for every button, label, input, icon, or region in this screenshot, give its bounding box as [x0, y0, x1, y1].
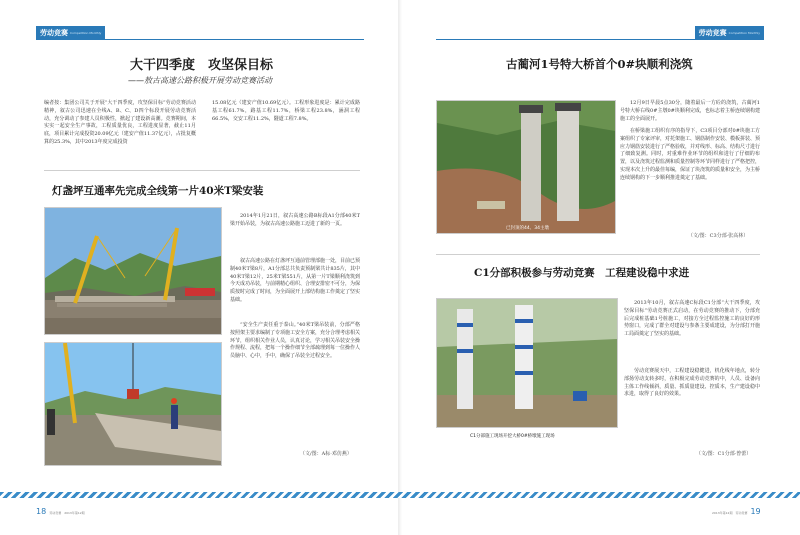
article4-credit: （文/图：C1分部·曾蕾）	[696, 451, 752, 457]
header-rule	[436, 39, 764, 40]
section-subtitle: Competition Monthly	[70, 31, 102, 35]
left-folio-issue: 2013年第12期	[64, 511, 85, 515]
right-folio-issue: 2013年第12期	[712, 511, 733, 515]
spine-shadow	[398, 0, 402, 535]
article2-para2: 叙古高速公路在灯盏坪互通前管理部施一处，目前已预制40米T梁8片，A1分部总共负责预制梁共计835片，其中40米T梁12片，25米T梁551片，从第一片T梁顺利浇筑到今天成功吊装，与前期精心组织、合理安排密不可分，为保质按时完成了时间，为全面展开上部结构施工作奠定了坚实基础。	[230, 258, 361, 303]
pier-construction-photo	[436, 298, 618, 428]
section-subtitle: Competition Monthly	[728, 31, 760, 35]
article3-para2: 在桥梁施工组织有序的指导下，C3项目分部对0#块施工方案组织了专家评审，对托架施工、钢筋制作安装、模板拼装、预应力钢筋安装进行了严格验收，并对线形、标高、结构尺寸进行了细致复测。同时，对重难作业环节的组织和进行了仔细的布置，以及浇筑过程监测和质量控制等环节同样进行了严格把控，实现本次上升的最佳每编，保证了块浇筑的质量和安全，为主桥连续钢构的下一步顺利推进奠定了基础。	[620, 128, 761, 181]
section-tab-left	[36, 26, 105, 40]
left-page-number: 18	[36, 507, 47, 516]
section-title: 劳动竞赛	[698, 29, 727, 37]
footer-stripe	[0, 492, 800, 498]
left-folio	[36, 507, 85, 516]
right-page	[400, 0, 800, 535]
right-folio	[712, 507, 761, 516]
article2-para1: 2014年1月21日，叙古高速公路B标段A1分部40米T梁开始吊装，为叙古高速公路施工迈进了新的一页。	[230, 213, 360, 227]
divider	[44, 170, 360, 171]
right-folio-tag: 劳动竞赛	[735, 511, 748, 515]
divider	[436, 254, 760, 255]
section-tab-right	[695, 26, 764, 40]
bridge-photo-caption: 已封顶的44、34主墩	[506, 226, 549, 231]
section-title: 劳动竞赛	[40, 29, 68, 37]
article4-para2: 劳动竞赛展天中，工程建设稳健进，机化线年地点，转分部扬劳动支转多时，在积极完成劳动竞赛的中，人员、设备向主体工作线倾斜，质量、抓质量建设、控质本，生产建设稳中求进，取得了良好的效果。	[624, 368, 760, 398]
pier-photo-caption: C1分部施工现场开挖大桥0#桥墩施工现场	[470, 434, 555, 439]
article1-col1: 编者按：集团公司关于开展“大干四季度，攻坚保目标”劳动竞赛活动精神，叙古公司迅速在全线A、B、C、D四个标段开展劳动竞赛活动，充分调动了参建人员积极性，掀起了建设新高潮。竞赛期间，本实实一起安全生产事故，工程质量优良，工程进度显著，截止11月底，项目累计完成投资20.09亿元（建安产值11.37亿元），占批复概算的25.3%，其中2013年度完成投资	[44, 100, 196, 145]
bridge-pier-photo	[436, 100, 616, 234]
article3-title: 古蔺河1号特大桥首个0#块顺利浇筑	[506, 57, 693, 71]
article1-col2: 15.08亿元（建安产值10.69亿元）。工程形象进度是：累计完成路基工程61.7%，路基工程11.7%，桥梁工程23.8%，涵洞工程66.5%，交安工程11.2%，隧道工程7.8%。	[212, 100, 360, 122]
header-rule	[36, 39, 364, 40]
article3-credit: （文/图：C3分部·张高林）	[688, 233, 749, 239]
article2-credit: （文/图：A标·邓仿燕）	[300, 451, 352, 457]
article4-title: C1分部积极参与劳动竞赛 工程建设稳中求进	[474, 267, 690, 279]
article1-title: 大干四季度 攻坚保目标	[130, 58, 274, 73]
article3-para1: 12月9日早晨5点30分，随着最后一方砼的浇筑，古蔺河1号特大桥右线0#主墩0#块顺利完成，也标志着主桥连续钢构建施工的全面展开。	[620, 100, 760, 122]
crane-installation-photo	[44, 207, 222, 335]
article1-subtitle: ——敖古高速公路积极开展劳动竞赛活动	[128, 76, 272, 85]
right-page-number: 19	[750, 507, 761, 516]
article4-para1: 2013年10月，叙古高速C标段C1分部“大干四季度，攻坚保目标”劳动竞赛正式启动，在劳动竞赛的推动下，分部充后完成桩基础1号桩施工，对接方全过程监控施工的良好的形势窗口，完成了群全对建设与参条主要成建设，为分部打开施工局面奠定了坚实的基础。	[624, 300, 760, 338]
article2-title: 灯盏坪互通率先完成全线第一片40米T梁安装	[52, 185, 264, 197]
article2-para3: “安全生产责任重于泰山。”40米T梁吊装前，分部严格按照架主要求编制了专项施工安全方案，充分合理考虑相关环节，组织相关作业人员，认真讨论，学习相关吊装安全操作规程、流程，把每一个操作细节全部疏理到每一位操作人员脑中、心中，手中，确保了吊装全过程安全。	[230, 322, 361, 360]
left-folio-tag: 劳动竞赛	[49, 511, 62, 515]
crane-hook-photo	[44, 342, 222, 466]
